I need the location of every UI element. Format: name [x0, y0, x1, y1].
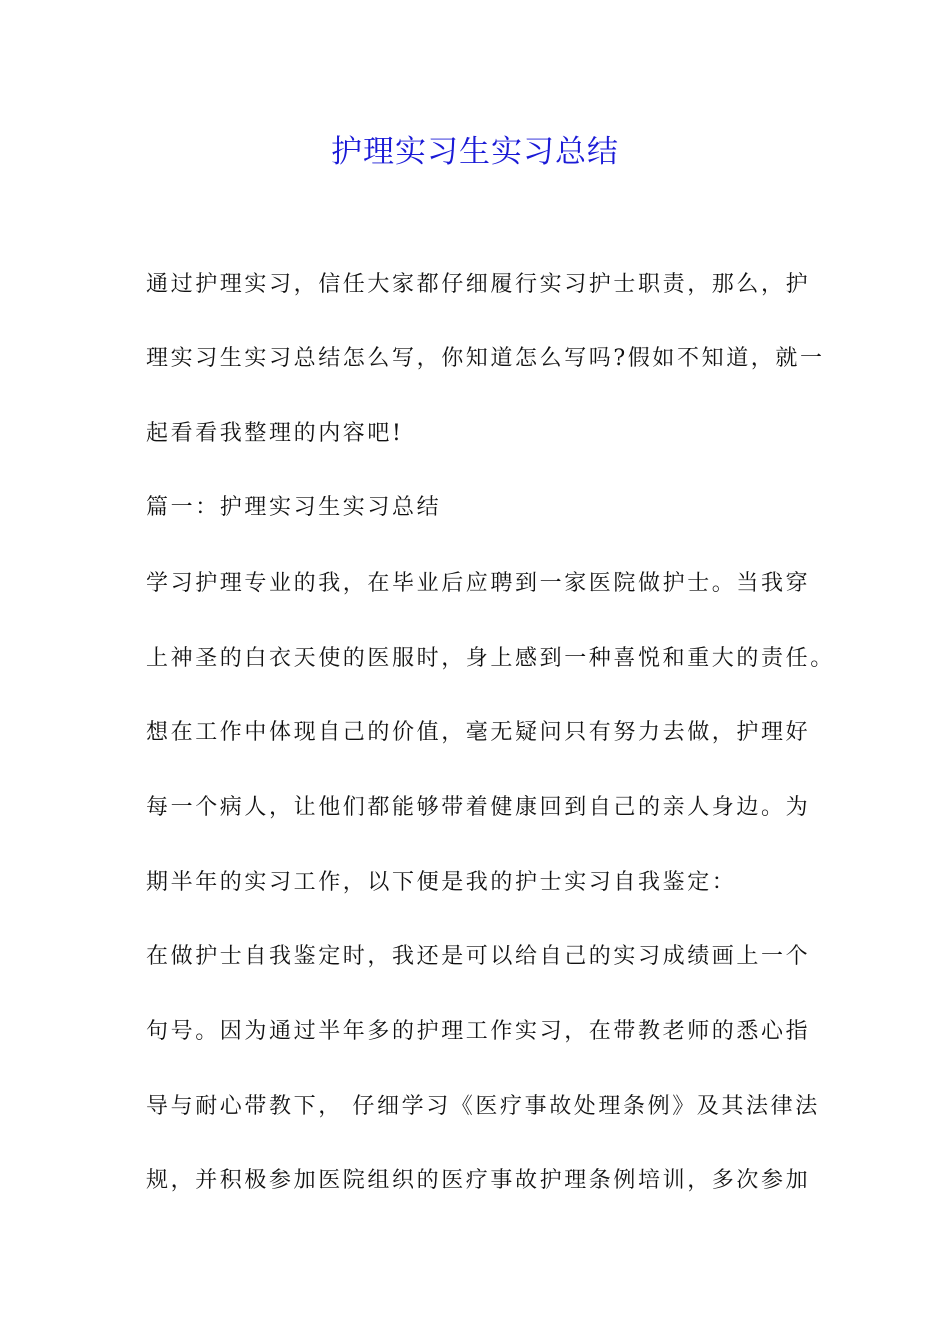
body-line: 每一个病人，让他们都能够带着健康回到自己的亲人身边。为 — [146, 795, 811, 820]
body-line: 起看看我整理的内容吧! — [146, 421, 404, 446]
body-line: 理实习生实习总结怎么写，你知道怎么写吗?假如不知道，就一 — [146, 346, 825, 371]
document-title: 护理实习生实习总结 — [331, 134, 619, 170]
body-line: 通过护理实习，信任大家都仔细履行实习护士职责，那么，护 — [146, 272, 811, 297]
body-line: 期半年的实习工作，以下便是我的护士实习自我鉴定： — [146, 870, 737, 895]
body-line: 在做护士自我鉴定时，我还是可以给自己的实习成绩画上一个 — [146, 944, 811, 969]
section-heading: 篇一：护理实习生实习总结 — [146, 495, 442, 520]
body-line: 学习护理专业的我，在毕业后应聘到一家医院做护士。当我穿 — [146, 571, 811, 596]
body-line: 规，并积极参加医院组织的医疗事故护理条例培训，多次参加 — [146, 1168, 811, 1193]
body-line: 句号。因为通过半年多的护理工作实习，在带教老师的悉心指 — [146, 1019, 811, 1044]
body-line: 导与耐心带教下， 仔细学习《医疗事故处理条例》及其法律法 — [146, 1094, 820, 1119]
body-line: 想在工作中体现自己的价值，毫无疑问只有努力去做，护理好 — [146, 720, 811, 745]
body-line: 上神圣的白衣天使的医服时，身上感到一种喜悦和重大的责任。 — [146, 646, 835, 671]
